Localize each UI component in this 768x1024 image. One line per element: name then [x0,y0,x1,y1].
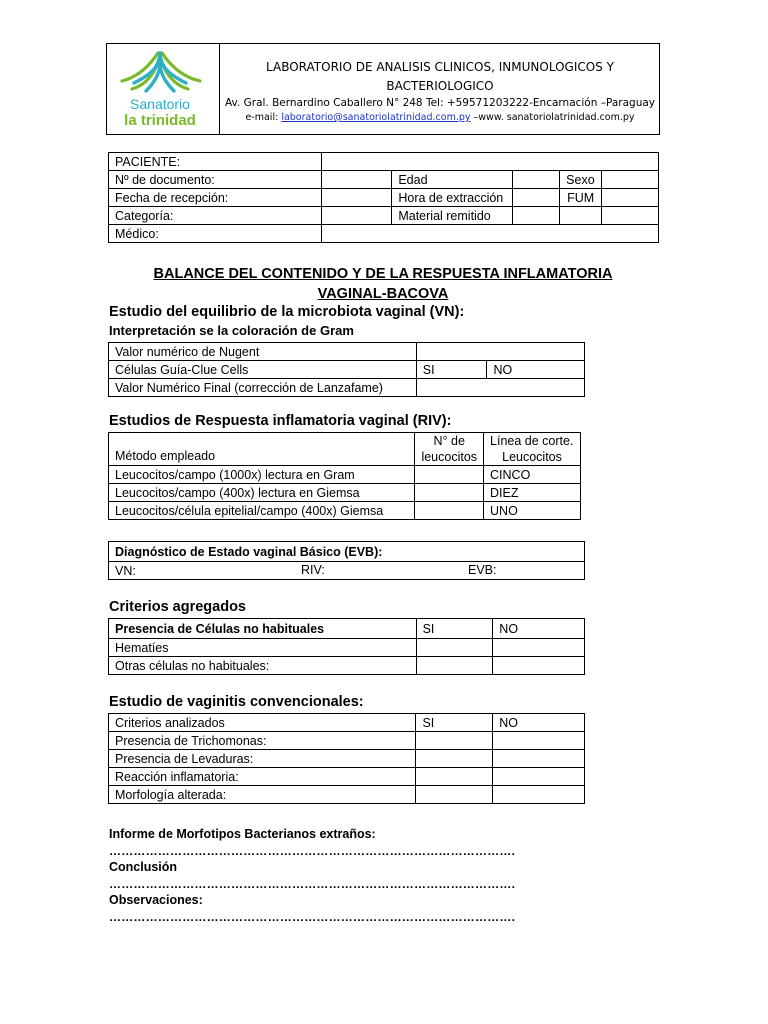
table-row [109,361,585,379]
fum-value[interactable] [602,189,659,207]
medico-value[interactable] [321,225,658,243]
riv-leucocitos-value[interactable] [415,502,484,520]
table-row [109,542,585,562]
riv-corte: CINCO [484,466,581,484]
vn-table [108,342,585,397]
col-no: NO [493,714,585,732]
col-linea-line1: Línea de corte. [490,434,574,448]
table-row [109,786,585,804]
patient-table [108,152,659,243]
page-title-line1: BALANCE DEL CONTENIDO Y DE LA RESPUESTA INFLAMATORIA [153,266,613,282]
riv-corte: UNO [484,502,581,520]
conclusion-dots[interactable]: ………………………………………………………………………………………. [109,877,516,891]
riv-metodo: Leucocitos/célula epitelial/campo (400x) Giemsa [109,502,415,520]
riv-table [108,432,581,520]
table-row [109,379,585,397]
table-row [109,153,659,171]
fecha-value[interactable] [321,189,392,207]
fum-label: FUM [560,189,602,207]
lab-address: Av. Gral. Bernardino Caballero N° 248 Tel: +59571203222-Encarnación –Paraguay [224,97,655,109]
categoria-value[interactable] [321,207,392,225]
sexo-value[interactable] [602,171,659,189]
col-celulas: Presencia de Células no habituales [109,619,417,639]
logo-cell [106,43,220,135]
observaciones-label: Observaciones: [109,893,203,907]
riv-metodo: Leucocitos/campo (1000x) lectura en Gram [109,466,415,484]
table-row [109,225,659,243]
col-leucocitos [415,433,484,466]
hora-label: Hora de extracción [392,189,513,207]
material-value[interactable] [513,207,560,225]
material-label: Material remitido [392,207,513,225]
evb-table [108,541,585,580]
hematies-no[interactable] [493,639,585,657]
table-row [109,343,585,361]
riv-heading: Estudios de Respuesta inflamatoria vaginal (RIV): [109,413,452,429]
table-row [109,750,585,768]
levaduras-label: Presencia de Levaduras: [109,750,416,768]
table-header-row [109,433,581,466]
paciente-label: PACIENTE: [109,153,322,171]
evb-heading: Diagnóstico de Estado vaginal Básico (EVB): [109,542,585,562]
logo-text-1: Sanatorio [130,96,190,112]
hematies-si[interactable] [416,639,493,657]
vaginitis-heading: Estudio de vaginitis convencionales: [109,694,364,710]
reaccion-label: Reacción inflamatoria: [109,768,416,786]
table-row [109,502,581,520]
morfologia-label: Morfología alterada: [109,786,416,804]
otras-celulas-label: Otras células no habituales: [109,657,417,675]
reaccion-no[interactable] [493,768,585,786]
hora-value[interactable] [513,189,560,207]
clue-si-option[interactable]: SI [416,361,487,379]
sexo-label: Sexo [560,171,602,189]
logo-icon [106,43,218,133]
levaduras-si[interactable] [416,750,493,768]
medico-label: Médico: [109,225,322,243]
col-no: NO [493,619,585,639]
table-row [109,189,659,207]
lab-contact [220,111,660,125]
informe-dots[interactable]: ………………………………………………………………………………………. [109,844,516,858]
col-si: SI [416,619,493,639]
logo-text-2: la trinidad [124,112,196,129]
criterios-table [108,618,585,675]
lab-title-line2: BACTERIOLOGICO [386,79,494,93]
otras-celulas-no[interactable] [493,657,585,675]
col-leucocitos-line1: N° de [433,434,465,448]
email-label: e-mail: [245,112,282,123]
clue-no-option[interactable]: NO [487,361,585,379]
evb-evb-label: EVB: [468,563,497,577]
hematies-label: Hematíes [109,639,417,657]
table-header-row [109,619,585,639]
evb-riv-label: RIV: [301,563,325,577]
categoria-label: Categoría: [109,207,322,225]
lanzafame-value[interactable] [416,379,584,397]
trichomonas-no[interactable] [493,732,585,750]
web-link[interactable]: sanatoriolatrinidad.com.py [506,112,635,123]
riv-leucocitos-value[interactable] [415,466,484,484]
lanzafame-label: Valor Numérico Final (corrección de Lanzafame) [109,379,417,397]
page-title-line2: VAGINAL-BACOVA [317,286,449,302]
lab-title-line1: LABORATORIO DE ANALISIS CLINICOS, INMUNOLOGICOS Y [266,60,614,74]
empty-cell [560,207,602,225]
trichomonas-label: Presencia de Trichomonas: [109,732,416,750]
documento-label: Nº de documento: [109,171,322,189]
col-si: SI [416,714,493,732]
table-row [109,732,585,750]
nugent-label: Valor numérico de Nugent [109,343,417,361]
table-row [109,207,659,225]
table-row [109,768,585,786]
riv-corte: DIEZ [484,484,581,502]
reaccion-si[interactable] [416,768,493,786]
morfologia-no[interactable] [493,786,585,804]
table-row [109,484,581,502]
vn-heading: Estudio del equilibrio de la microbiota vaginal (VN): [109,304,465,320]
col-metodo: Método empleado [109,433,415,466]
evb-values-row [109,562,585,580]
criterios-heading: Criterios agregados [109,599,246,615]
paciente-value[interactable] [321,153,658,171]
empty-cell [602,207,659,225]
col-linea-corte [484,433,581,466]
table-row [109,562,585,580]
riv-metodo: Leucocitos/campo (400x) lectura en Giemsa [109,484,415,502]
table-row [109,466,581,484]
conclusion-label: Conclusión [109,860,178,874]
edad-value[interactable] [513,171,560,189]
col-leucocitos-line2: leucocitos [421,450,478,464]
observaciones-dots[interactable]: ………………………………………………………………………………………. [109,910,516,924]
vn-subheading: Interpretación se la coloración de Gram [109,323,354,338]
evb-vn-label: VN: [115,563,136,578]
vaginitis-table [108,713,585,804]
levaduras-no[interactable] [493,750,585,768]
col-criterios: Criterios analizados [109,714,416,732]
col-linea-line2: Leucocitos [502,450,562,464]
lab-header [220,58,660,125]
trichomonas-si[interactable] [416,732,493,750]
nugent-value[interactable] [416,343,584,361]
otras-celulas-si[interactable] [416,657,493,675]
table-header-row [109,714,585,732]
table-row [109,639,585,657]
riv-leucocitos-value[interactable] [415,484,484,502]
email-link[interactable]: laboratorio@sanatoriolatrinidad.com.py [281,112,471,123]
web-label: –www. [470,112,507,123]
edad-label: Edad [392,171,513,189]
documento-value[interactable] [321,171,392,189]
fecha-label: Fecha de recepción: [109,189,322,207]
morfologia-si[interactable] [416,786,493,804]
clue-cells-label: Células Guía-Clue Cells [109,361,417,379]
table-row [109,657,585,675]
table-row [109,171,659,189]
informe-label: Informe de Morfotipos Bacterianos extraños: [109,827,376,841]
